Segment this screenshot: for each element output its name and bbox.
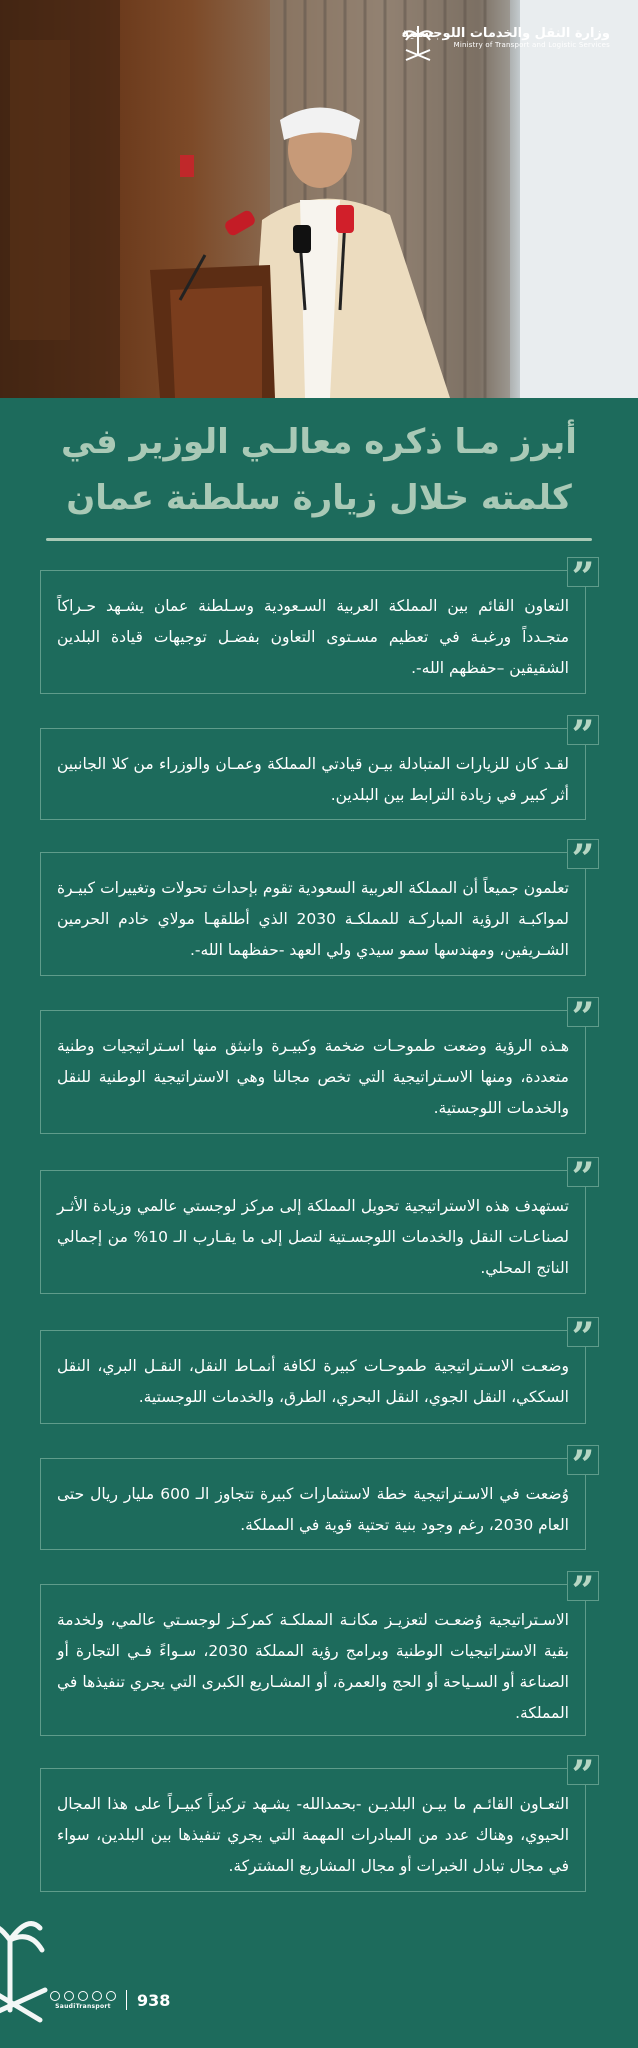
- quote-mark-icon: ”: [567, 1571, 599, 1601]
- title-underline: [46, 538, 592, 541]
- quote-card: [40, 1442, 595, 1550]
- quote-mark-icon: ”: [567, 715, 599, 745]
- quote-card: [40, 994, 595, 1134]
- quote-text: لقـد كان للزيارات المتبادلة بيـن قيادتي المملكة وعمـان والوزراء من كلا الجانبين أثر كبير في زيادة الترابط بين البلدين.: [57, 755, 569, 804]
- quote-text: تستهدف هذه الاستراتيجية تحويل المملكة إلى مركز لوجستي عالمي وزيادة الأثـر لصناعـات النقل والخدمات اللوجسـتية لتصل إلى ما يقـارب الـ 10% من إجمالي الناتج المحلي.: [57, 1197, 569, 1277]
- title-line-1: أبرز مـا ذكره معالـي الوزير في: [61, 422, 577, 462]
- phone-number: 938: [137, 1990, 171, 2010]
- social-icon[interactable]: [50, 1991, 60, 2001]
- social-links: [50, 1991, 116, 2010]
- logo-text-english: Ministry of Transport and Logistic Services: [453, 41, 610, 49]
- quote-mark-icon: ”: [567, 839, 599, 869]
- quote-text: الاسـتراتيجية وُضعـت لتعزيـز مكانـة المملكـة كمركـز لوجسـتي عالمي، ولخدمة بقية الاستراتيجيات الوطنية وبرامج رؤية المملكة 2030، سـواءً فـي التجارة أو الصناعة أو السـياحة أو الحج والعمرة، أو المشـاريع الكبرى التي يجري تنفيذها في المملكة.: [57, 1611, 569, 1722]
- quote-card: [40, 712, 595, 820]
- quote-card: [40, 1568, 595, 1736]
- social-icon[interactable]: [78, 1991, 88, 2001]
- quote-text: التعـاون القائـم ما بيـن البلديـن -بحمدالله- يشـهد تركيزاً كبيـراً على هذا المجال الحيوي، وهناك عدد من المبادرات المهمة التي يجري تنفيذها بين البلدين، سواء في مجال تبادل الخبرات أو مجال المشاريع المشتركة.: [57, 1795, 569, 1875]
- quote-text: وضعـت الاسـتراتيجية طموحـات كبيرة لكافة أنمـاط النقل، النقـل البري، النقل السككي، النقل الجوي، النقل البحري، الطرق، والخدمات اللوجستية.: [57, 1357, 569, 1406]
- quote-card: [40, 836, 595, 976]
- quote-text: وُضعت في الاسـتراتيجية خطة لاستثمارات كبيرة تتجاوز الـ 600 مليار ريال حتى العام 2030، رغم وجود بنية تحتية قوية في المملكة.: [57, 1485, 570, 1534]
- quote-card: [40, 554, 595, 694]
- ministry-logo: [401, 26, 610, 49]
- page-title: [40, 414, 598, 526]
- social-icon[interactable]: [106, 1991, 116, 2001]
- quote-card: [40, 1154, 595, 1294]
- quote-mark-icon: ”: [567, 1445, 599, 1475]
- quote-text: هـذه الرؤية وضعت طموحـات ضخمة وكبيـرة وانبثق منها اسـتراتيجيات وطنية متعددة، ومنها الاسـتراتيجية التي تخص مجالنا وهي الاستراتيجية الوطنية للنقل والخدمات اللوجستية.: [57, 1037, 569, 1117]
- social-icon[interactable]: [64, 1991, 74, 2001]
- footer-divider: [126, 1990, 127, 2010]
- palm-watermark-icon: [0, 1910, 60, 2030]
- social-handle: SaudiTransport: [55, 2002, 111, 2010]
- quote-mark-icon: ”: [567, 557, 599, 587]
- title-line-2: كلمته خلال زيارة سلطنة عمان: [66, 478, 572, 518]
- social-icon[interactable]: [92, 1991, 102, 2001]
- quote-mark-icon: ”: [567, 1157, 599, 1187]
- quote-mark-icon: ”: [567, 1317, 599, 1347]
- footer-contact: [50, 1990, 170, 2010]
- quote-text: التعاون القائم بين المملكة العربية السـعودية وسـلطنة عمان يشـهد حـراكاً متجـدداً ورغبـة في تعظيم مسـتوى التعاون بفضـل توجيهات قيادة البلدين الشقيقين –حفظهم الله-.: [57, 597, 569, 677]
- quote-text: تعلمون جميعاً أن المملكة العربية السعودية تقوم بإحداث تحولات وتغييرات كبيـرة لمواكبـة الرؤية المباركـة للمملكـة 2030 الذي أطلقهـا مولاي خادم الحرمين الشـريفين، ومهندسها سمو سيدي ولي العهد -حفظهما الله-.: [57, 879, 570, 959]
- hero-illustration: [0, 0, 638, 398]
- palm-emblem-icon: [401, 26, 435, 64]
- hero-photo: [0, 0, 638, 398]
- quote-mark-icon: ”: [567, 1755, 599, 1785]
- quote-card: [40, 1314, 595, 1424]
- quote-card: [40, 1752, 595, 1892]
- logo-text-arabic: وزارة النقل والخدمات اللوجستية: [401, 26, 610, 41]
- quote-mark-icon: ”: [567, 997, 599, 1027]
